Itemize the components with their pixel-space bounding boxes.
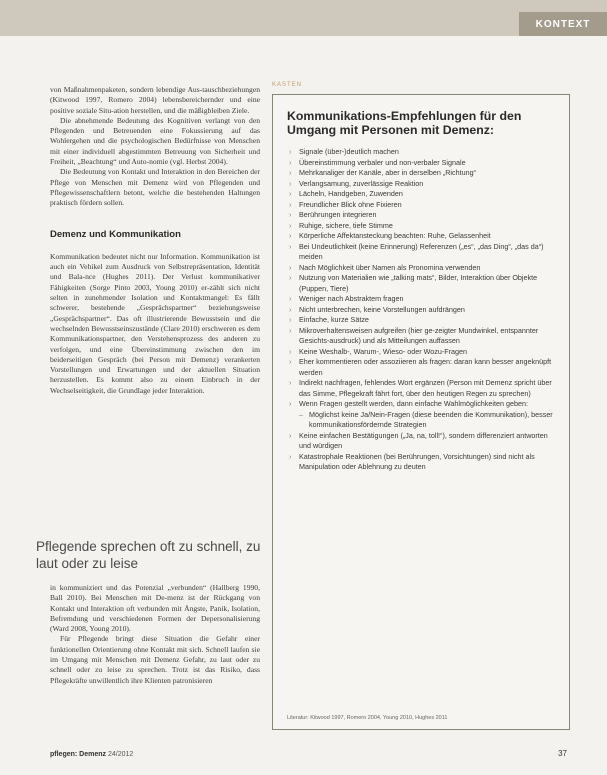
list-item: › Nach Möglichkeit über Namen als Pronomina verwenden [287,263,555,274]
list-item: › Nicht unterbrechen, keine Vorstellungen aufdrängen [287,305,555,316]
list-item: › Einfache, kurze Sätze [287,315,555,326]
paragraph: Die abnehmende Bedeutung des Kognitiven verlangt von den Pflegenden und Betreuenden eine Fokussierung auf das Wohlergehen und die psychologischen Bedürfnisse von Menschen mit einer individuell abgestimmten Betreuung von Sicherheit und Freiheit, „Beachtung“ und Auto-nomie (vgl. Herbst 2004). [50,115,260,167]
paragraph: Kommunikation bedeutet nicht nur Information. Kommunikation ist auch ein Vehikel zum Ausdruck von Selbstrepräsentation, Identität und Bala-nce (Hughes 2011). Der Verlust kommunikativer Fähigkeiten (Sorge Pinto 2003, Young 2010) er-zählt sich nicht selten in zunehmender Isolation und Kontaktmangel: Es fällt schwerer, bestehende „Gesprächspartner“ beziehungsweise „Gesprächspartner“. Das oft illustrierende Bewusstsein und die wechselnden Bewusstseinszustände (Clare 2010) erschweren es dem Kommunikationspartner, den Verstehensprozess des anderen zu verfolgen, und eine Übereinstimmung zwischen den im beiderseitigen Gespräch (bei Person mit Demenz) verankerten Vorstellungen und Erwartungen und der aktuellen Situation herzustellen. Es kommt also zu einem Einbruch in der Wechselseitigkeit, die Grundlage jeder Interaktion. [50,251,260,395]
pull-quote: Pflegende sprechen oft zu schnell, zu laut oder zu leise [36,539,261,571]
box-title: Kommunikations-Empfehlungen für den Umgang mit Personen mit Demenz: [287,109,522,137]
list-item: › Weniger nach Abstraktem fragen [287,294,555,305]
sub-list-item: – Möglichst keine Ja/Nein-Fragen (diese beenden die Kommunikation), besser kommunikationsfördernde Strategien [287,410,555,431]
section-heading: Demenz und Kommunikation [50,228,181,240]
list-item: › Eher kommentieren oder assoziieren als fragen: daran kann besser angeknüpft werden [287,357,555,378]
header-bar [0,0,607,36]
paragraph: von Maßnahmenpaketen, sondern lebendige Aus-tauschbeziehungen (Kitwood 1997, Romero 2004) lebensbereichernder und eine positive soziale Situ-ation herstellen, und die mäßigbleiben Ziele. [50,85,260,115]
list-item: › Lächeln, Handgeben, Zuwenden [287,189,555,200]
journal-footer [50,751,133,758]
recommendation-list [287,147,555,473]
info-box [272,94,570,730]
list-item: › Verlangsamung, zuverlässige Reaktion [287,179,555,190]
list-item: › Ruhige, sichere, tiefe Stimme [287,221,555,232]
list-item: › Bei Undeutlichkeit (keine Erinnerung) Referenzen („es“, „das Ding“, „das da“) meiden [287,242,555,263]
section-label: KONTEXT [519,12,607,36]
list-item: › Mehrkanaliger der Kanäle, aber in derselben „Richtung“ [287,168,555,179]
list-item: › Mikroverhaltensweisen aufgreifen (hier ge-zeigter Mundwinkel, entspannter Gesichts-ausdruck) und als Mitteilungen auffassen [287,326,555,347]
list-item: › Übereinstimmung verbaler und non-verbaler Signale [287,158,555,169]
left-column [50,85,260,396]
list-item: › Indirekt nachfragen, fehlendes Wort ergänzen (Person mit Demenz spricht über das Simme, Pflegekraft fährt fort, über den heutigen Regen zu sprechen) [287,378,555,399]
list-item: › Signale (über-)deutlich machen [287,147,555,158]
box-source: Literatur: Kitwood 1997, Romero 2004, Young 2010, Hughes 2011 [287,715,448,721]
list-item: › Keine einfachen Bestätigungen („Ja, na, toll!“), sondern differenziert antworten und würdigen [287,431,555,452]
paragraph: Die Bedeutung von Kontakt und Interaktion in den Bereichen der Pflege von Menschen mit Demenz wird von Pflegenden und Pflegewissenschaftlern betont, welche die bestehenden Haltungen praktisch fördern sollen. [50,167,260,208]
list-item: › Nutzung von Materialien wie „talking mats“, Bilder, Interaktion über Objekte (Puppen, Tiere) [287,273,555,294]
paragraph: Für Pflegende bringt diese Situation die Gefahr einer funktionellen Orientierung ohne Kontakt mit sich. Schnell laufen sie im Umgang mit Menschen mit Demenz Gefahr, zu laut oder zu schnell oder zu leise zu sprechen. Trotz ist das Risiko, dass Pflegekräfte unwillentlich ihre Klienten patronisieren [50,634,260,685]
left-column-bottom [50,583,260,686]
list-item: › Wenn Fragen gestellt werden, dann einfache Wahlmöglichkeiten geben: [287,399,555,410]
paragraph: in kommuniziert und das Potenzial „verbunden“ (Hallberg 1990, Ball 2010). Bei Menschen mit De-menz ist der Rückgang von Kontakt und Interaktion oft verbunden mit Ängste, Panik, Isolation, Befremdung und verschiedenen Formen der Depersonalisierung (Ward 2008, Young 2010). [50,583,260,634]
page-number: 37 [558,749,567,758]
list-item: › Körperliche Affektansteckung beachten: Ruhe, Gelassenheit [287,231,555,242]
list-item: › Berührungen integrieren [287,210,555,221]
kasten-label: KASTEN [272,82,303,88]
list-item: › Keine Weshalb-, Warum-, Wieso- oder Wozu-Fragen [287,347,555,358]
journal-name: pflegen: Demenz [50,751,107,758]
list-item: › Katastrophale Reaktionen (bei Berührungen, Vorsichtungen) sind nicht als Manipulation oder Ablehnung zu deuten [287,452,555,473]
list-item: › Freundlicher Blick ohne Fixieren [287,200,555,211]
journal-issue: 24/2012 [106,751,134,758]
